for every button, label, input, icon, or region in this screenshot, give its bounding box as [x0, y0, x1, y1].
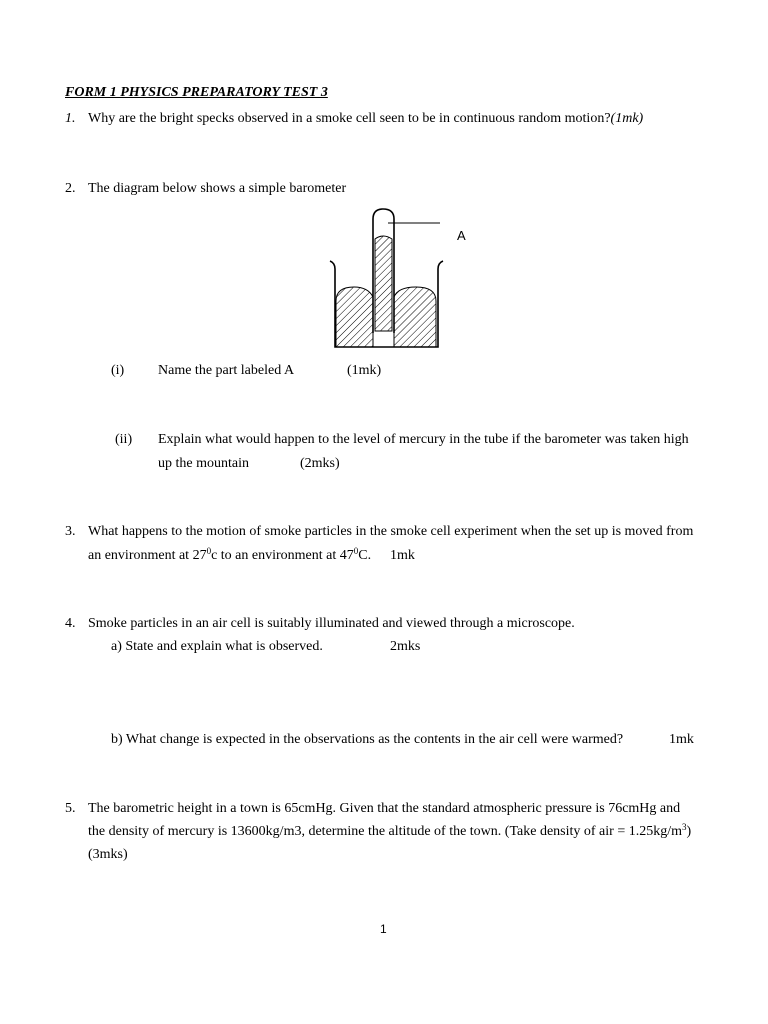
dish-mercury-left	[336, 287, 373, 347]
q3-sup-1: 0	[206, 546, 212, 556]
q4-part-b-marks: 1mk	[669, 732, 694, 747]
q2-part-ii-line2: up the mountain	[158, 456, 249, 471]
q5-line1: The barometric height in a town is 65cmHg. Given that the standard atmospheric pressure is 76cmHg and	[88, 801, 681, 816]
q5-line2	[88, 823, 691, 840]
q5-line3: (3mks)	[88, 847, 128, 862]
q5-number: 5.	[65, 801, 76, 816]
q2-part-i-marks: (1mk)	[347, 363, 382, 378]
page-title: FORM 1 PHYSICS PREPARATORY TEST 3	[65, 85, 328, 100]
q5-line2-b: )	[686, 824, 692, 839]
page-number: 1	[380, 922, 387, 936]
q2-number: 2.	[65, 181, 76, 196]
q3-sup-2: 0	[353, 546, 359, 556]
q4-part-a-marks: 2mks	[390, 639, 421, 654]
q2-part-ii-number: (ii)	[115, 432, 133, 447]
q3-line2-b: c to an environment at 47	[211, 548, 354, 563]
q4-text: Smoke particles in an air cell is suitably illuminated and viewed through a microscope.	[88, 616, 575, 631]
q2-part-i-text: Name the part labeled A	[158, 363, 295, 378]
q1-text	[88, 110, 643, 127]
tube-mercury-column	[375, 236, 392, 331]
q4-number: 4.	[65, 616, 76, 631]
barometer-diagram	[310, 203, 480, 353]
q1-question: Why are the bright specks observed in a smoke cell seen to be in continuous random motion?	[88, 111, 611, 126]
q1-number: 1.	[65, 111, 76, 126]
q3-line1: What happens to the motion of smoke particles in the smoke cell experiment when the set up is moved from	[88, 524, 694, 539]
q1-marks: (1mk)	[610, 111, 644, 126]
q3-number: 3.	[65, 524, 76, 539]
q4-part-b-text: b) What change is expected in the observations as the contents in the air cell were warmed?	[111, 732, 624, 747]
q5-line2-a: the density of mercury is 13600kg/m3, determine the altitude of the town. (Take density of air = 1.25kg/m	[88, 824, 683, 839]
dish-mercury-right	[394, 287, 436, 347]
diagram-label-a: A	[457, 228, 466, 243]
q2-part-ii-line1: Explain what would happen to the level of mercury in the tube if the barometer was taken high	[158, 432, 689, 447]
q3-line2-c: C.	[358, 548, 372, 563]
q2-text: The diagram below shows a simple barometer	[88, 181, 347, 196]
q2-part-ii-marks: (2mks)	[300, 456, 340, 471]
q3-line2	[88, 547, 371, 564]
q2-part-i-number: (i)	[111, 363, 125, 378]
q3-marks: 1mk	[390, 548, 415, 563]
q4-part-a-text: a) State and explain what is observed.	[111, 639, 323, 654]
q5-sup: 3	[682, 822, 687, 832]
q3-line2-a: an environment at 27	[88, 548, 207, 563]
